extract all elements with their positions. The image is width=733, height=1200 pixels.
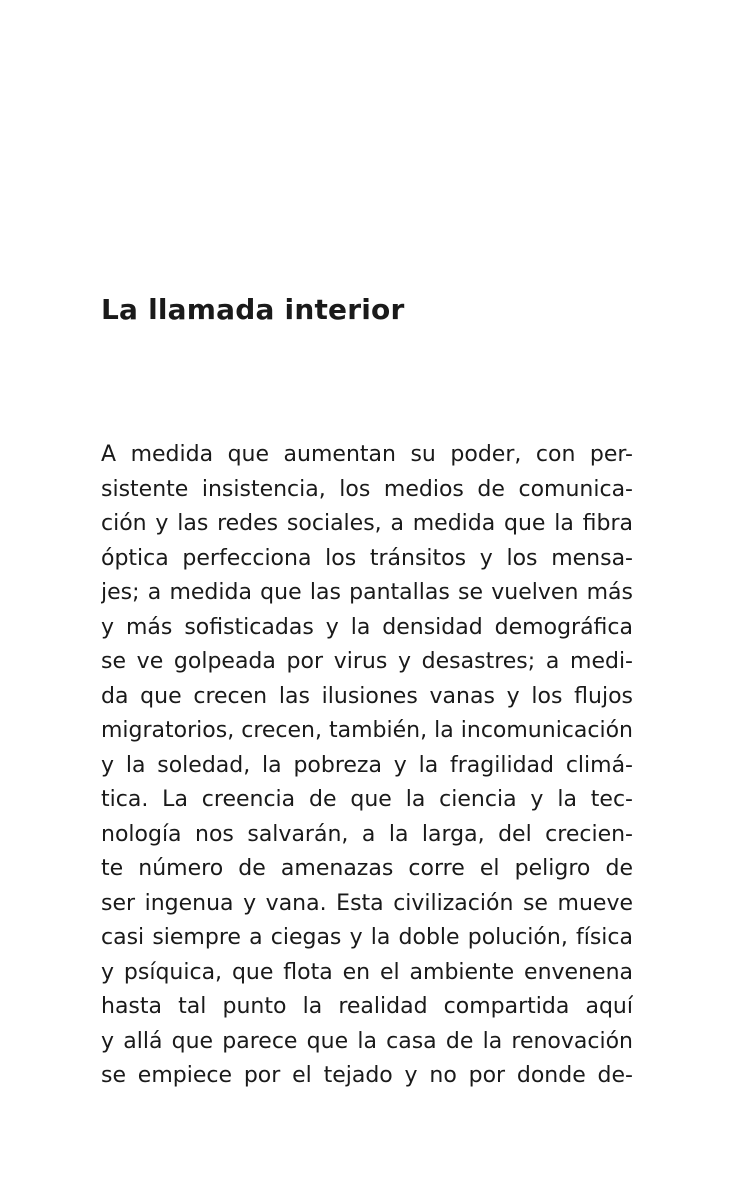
- text-line: tica. La creencia de que la ciencia y la tec-: [101, 787, 633, 812]
- text-line: da que crecen las ilusiones vanas y los flujos: [101, 683, 633, 709]
- text-line: y más sofisticadas y la densidad demográfica: [101, 614, 633, 640]
- text-line: casi siempre a ciegas y la doble polución, física: [101, 925, 633, 950]
- text-line: y psíquica, que flota en el ambiente envenena: [101, 959, 633, 985]
- text-line: ser ingenua y vana. Esta civilización se mueve: [101, 890, 633, 916]
- text-line: óptica perfecciona los tránsitos y los mensa-: [101, 545, 633, 571]
- text-line: nología nos salvarán, a la larga, del crecien-: [101, 821, 633, 847]
- text-line: jes; a medida que las pantallas se vuelven más: [101, 580, 633, 605]
- chapter-title: La llamada interior: [101, 293, 405, 326]
- body-paragraph: [101, 438, 633, 1094]
- text-line: se ve golpeada por virus y desastres; a medi-: [101, 649, 633, 674]
- text-line: sistente insistencia, los medios de comunica-: [101, 476, 633, 502]
- text-line: ción y las redes sociales, a medida que la fibra: [101, 511, 633, 536]
- text-line: hasta tal punto la realidad compartida aquí: [101, 994, 633, 1019]
- text-line: y allá que parece que la casa de la renovación: [101, 1028, 633, 1054]
- text-line: te número de amenazas corre el peligro de: [101, 856, 633, 881]
- text-line: migratorios, crecen, también, la incomunicación: [101, 718, 633, 743]
- text-line: y la soledad, la pobreza y la fragilidad climá-: [101, 752, 633, 778]
- text-line: A medida que aumentan su poder, con per-: [101, 442, 633, 467]
- text-line: se empiece por el tejado y no por donde de-: [101, 1063, 633, 1088]
